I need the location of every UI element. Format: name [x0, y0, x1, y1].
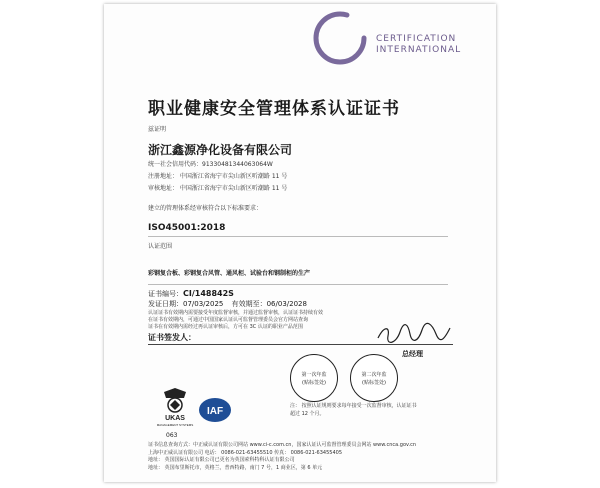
validity-note-2: 在证书有效期内，可通过中国国家认证认可监督管理委员会官方网站查询 — [148, 317, 309, 323]
expiry-label: 有效期至： — [231, 300, 267, 308]
validity-note-1: 认证证书有效期内需要接受年度监督审核，并通过监督审核，认证证书持续有效 — [148, 310, 324, 316]
iaf-label: IAF — [206, 406, 224, 417]
cert-no: CI/148842S — [183, 289, 234, 298]
footer — [148, 442, 416, 472]
cert-no-label: 证书编号： — [148, 290, 183, 298]
expiry-date: 06/03/2028 — [266, 300, 307, 308]
footer-line-4: 地址： 英国布里斯托市，英格兰，普西特路，南门 7 号，1 商业区，第 6 单元 — [148, 464, 323, 471]
validity-note-3: 证书在有效期内需经过再认证审核后，方可在 3C 认证的职业产品范围 — [148, 324, 303, 330]
annual-stamp-2 — [350, 354, 398, 402]
certification-scope: 彩钢复合板、彩钢复合风管、通风柜、试验台和钢制柜的生产 — [148, 270, 311, 277]
stamp-1-line2: (贴标签处) — [302, 380, 326, 386]
date-row — [148, 299, 307, 309]
certificate-title: 职业健康安全管理体系认证证书 — [148, 99, 400, 119]
scope-label: 认证范围 — [148, 243, 173, 250]
registered-address: 注册地址： 中国浙江省海宁市尖山新区听潮路 11 号 — [148, 173, 288, 180]
footer-line-2: 上海中正威认证有限公司 电话： 0086-021-63455510 传真： 0086-021-63455405 — [148, 449, 343, 456]
audit-address: 审核地址： 中国浙江省海宁市尖山新区听潮路 11 号 — [148, 185, 288, 192]
signatory-label: 证书签发人： — [148, 333, 196, 342]
prove-label: 兹证明 — [148, 126, 167, 133]
notes — [290, 402, 417, 418]
footer-line-1: 证书信息查询方式：中正威认证有限公司网站 www.ci-c.com.cn，国家认证认可监督管理委员会网站 www.cnca.gov.cn — [148, 442, 417, 448]
stamp-1-line1: 第一次年监 — [301, 372, 327, 378]
company-name: 浙江鑫源净化设备有限公司 — [148, 143, 293, 157]
certificate-number-row — [148, 289, 234, 299]
standard-name: ISO45001:2018 — [148, 223, 226, 233]
ukas-sub: MANAGEMENT SYSTEMS — [156, 423, 194, 427]
certificate-paper — [104, 4, 496, 482]
credit-code: 统一社会信用代码：91330481344063064W — [148, 161, 273, 168]
issue-date-label: 发证日期： — [148, 300, 183, 308]
certification-logo-ring — [312, 10, 368, 66]
conformity-statement: 建立的管理体系经审核符合以下标准要求： — [148, 205, 263, 212]
annual-stamp-1 — [290, 354, 338, 402]
notes-line-1: 注： 按照认证规则要求每年接受一次监督审核，认证证书 — [290, 403, 417, 409]
ukas-logo — [156, 388, 194, 428]
notes-line-2: 超过 12 个月。 — [290, 411, 325, 417]
issue-date: 07/03/2025 — [183, 300, 224, 308]
signature-line — [148, 344, 453, 345]
signatory-title: 总经理 — [402, 350, 423, 358]
stamp-2-line1: 第二次年监 — [361, 372, 387, 378]
ukas-label: UKAS — [165, 415, 185, 422]
accreditation-code: 063 — [166, 432, 178, 439]
iaf-logo — [198, 396, 232, 424]
divider — [148, 284, 448, 285]
stamp-2-line2: (贴标签处) — [362, 380, 386, 386]
signature-image — [374, 320, 454, 346]
footer-line-3: 地址： 英国国际认证有限公司已更名为英国索科特科认证有限公司 — [148, 457, 295, 463]
brand-line-2: INTERNATIONAL — [376, 45, 462, 55]
divider — [148, 236, 448, 237]
brand-line-1: CERTIFICATION — [376, 34, 457, 44]
